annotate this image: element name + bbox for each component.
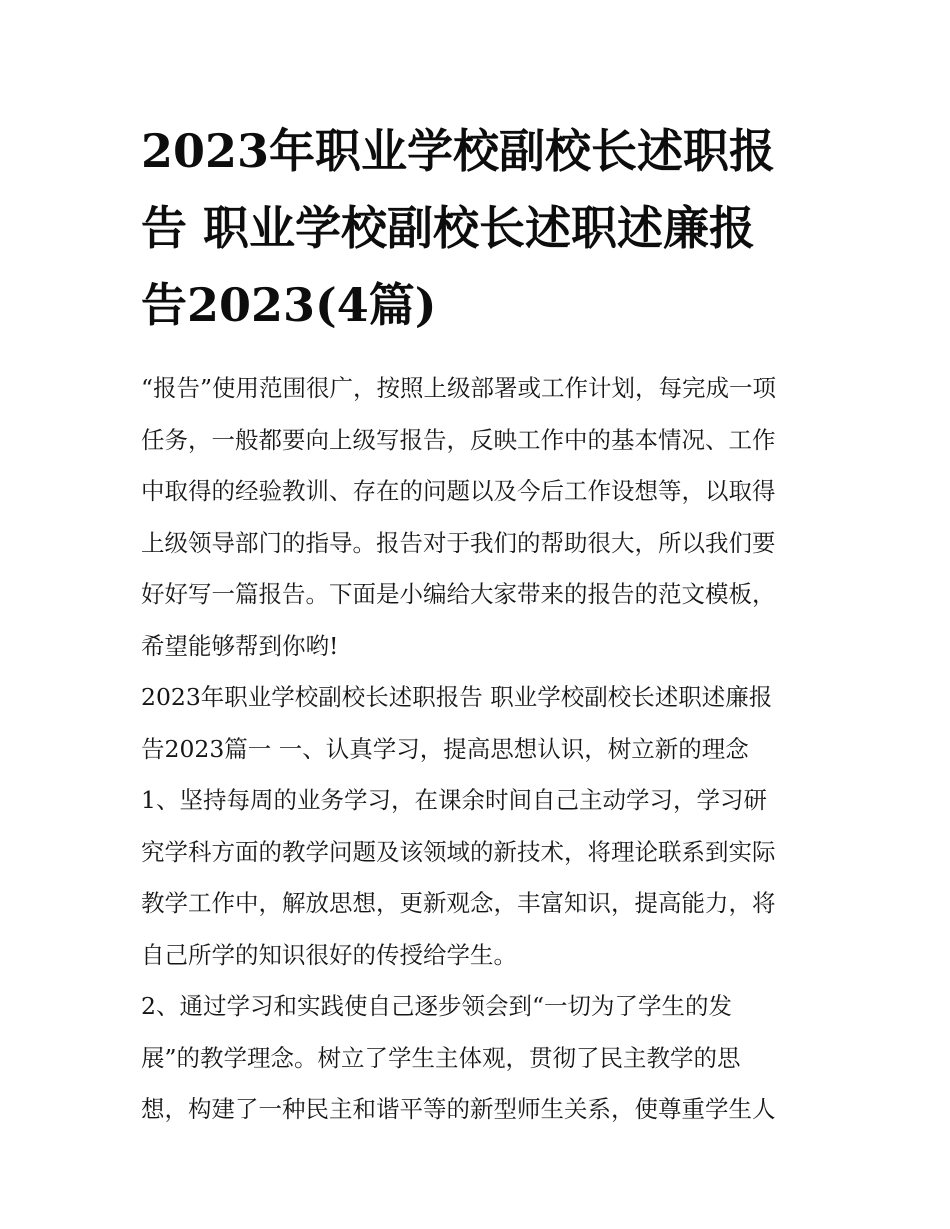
title-line: 告 职业学校副校长述职述廉报: [141, 201, 756, 255]
text-line: 任务，一般都要向上级写报告，反映工作中的基本情况、工作: [141, 425, 776, 454]
intro-paragraph: [141, 363, 816, 672]
text-line: 1、坚持每周的业务学习，在课余时间自己主动学习，学习研: [141, 786, 767, 814]
text-line: 2、通过学习和实践使自己逐步领会到“一切为了学生的发: [141, 992, 732, 1020]
text-line: 上级领导部门的指导。报告对于我们的帮助很大，所以我们要: [141, 528, 776, 557]
text-line: 希望能够帮到你哟!: [141, 631, 339, 660]
text-line: “报告”使用范围很广，按照上级部署或工作计划，每完成一项: [141, 374, 777, 402]
title-line: 2023年职业学校副校长述职报: [141, 124, 776, 178]
text-line: 2023年职业学校副校长述职报告 职业学校副校长述职述廉报: [141, 683, 773, 711]
text-line: 想，构建了一种民主和谐平等的新型师生关系，使尊重学生人: [141, 1095, 776, 1123]
document-content: [141, 113, 816, 1136]
text-line: 展”的教学理念。树立了学生主体观，贯彻了民主教学的思: [141, 1043, 741, 1072]
document-body: [141, 363, 816, 1136]
text-line: 中取得的经验教训、存在的问题以及今后工作设想等，以取得: [141, 477, 776, 505]
text-line: 好好写一篇报告。下面是小编给大家带来的报告的范文模板，: [141, 580, 776, 608]
text-line: 究学科方面的教学问题及该领域的新技术，将理论联系到实际: [141, 837, 776, 866]
item-2-paragraph: [141, 981, 816, 1136]
section-heading-paragraph: [141, 672, 816, 775]
text-line: 自己所学的知识很好的传授给学生。: [141, 940, 517, 969]
document-title: [141, 113, 816, 344]
text-line: 教学工作中，解放思想，更新观念，丰富知识，提高能力，将: [141, 889, 776, 917]
title-line: 告2023(4篇): [141, 278, 437, 332]
item-1-paragraph: [141, 775, 816, 981]
text-line: 告2023篇一 一、认真学习，提高思想认识，树立新的理念: [141, 734, 749, 763]
